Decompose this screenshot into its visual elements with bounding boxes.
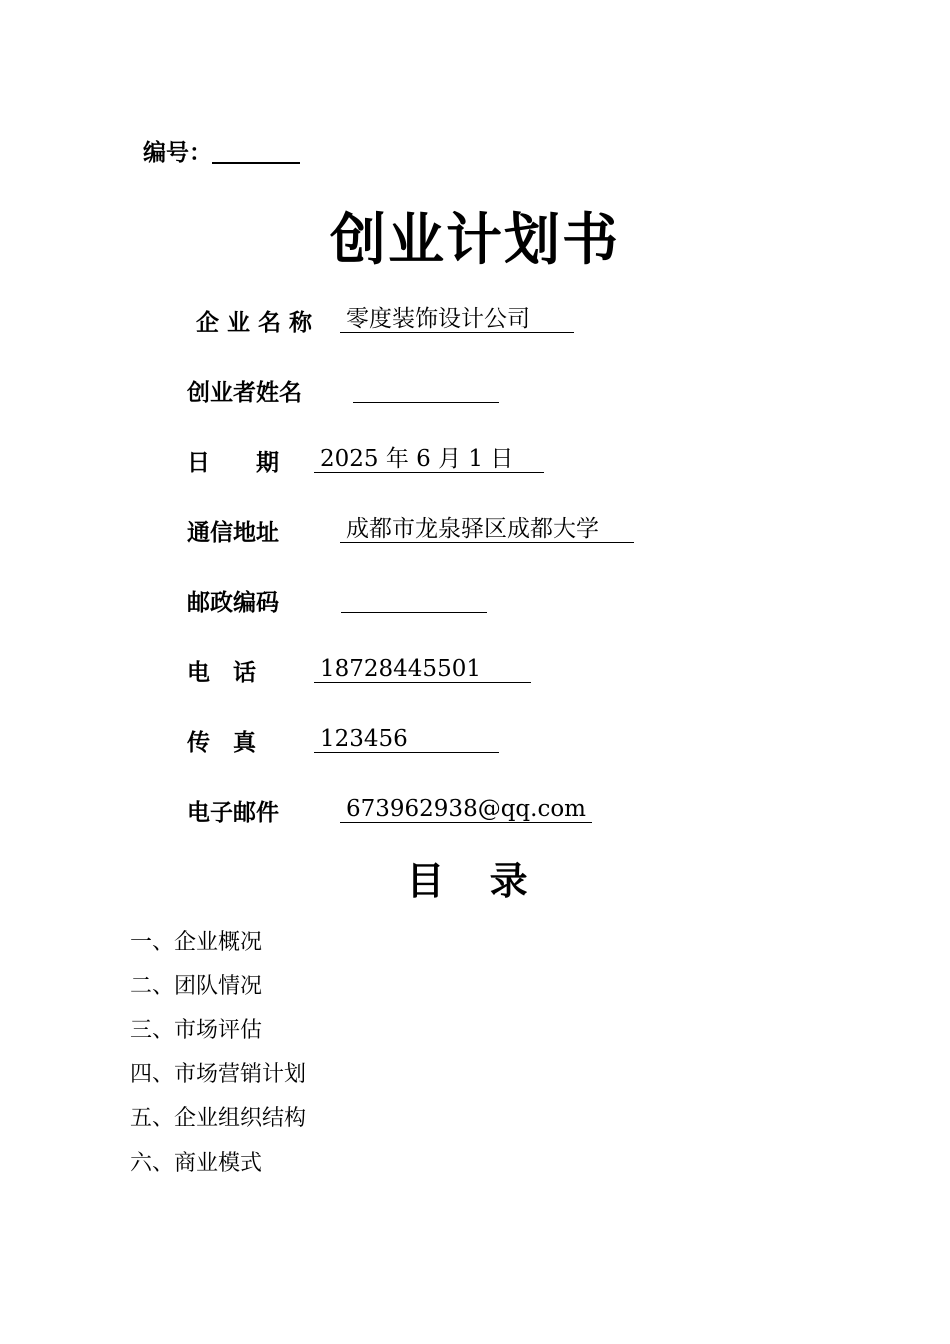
toc-item: 六、商业模式	[130, 1151, 263, 1176]
document-title: 创业计划书	[330, 208, 620, 273]
field-label: 邮政编码	[187, 590, 279, 616]
field-label: 通信地址	[187, 520, 279, 546]
toc-item: 二、团队情况	[130, 974, 263, 999]
field-value	[353, 376, 499, 403]
field-value: 18728445501	[314, 656, 531, 683]
field-label: 传 真	[187, 730, 256, 756]
field-value: 123456	[314, 726, 499, 753]
toc-item: 四、市场营销计划	[130, 1062, 307, 1087]
field-founder-name	[0, 374, 950, 414]
serial-label: 编号：	[143, 140, 212, 166]
field-email	[0, 794, 950, 834]
field-label: 企 业 名 称	[196, 310, 313, 336]
field-label: 电子邮件	[187, 800, 279, 826]
toc-item: 五、企业组织结构	[130, 1106, 307, 1131]
field-address	[0, 514, 950, 554]
field-label: 日 期	[187, 450, 279, 476]
field-label: 电 话	[187, 660, 256, 686]
field-value: 成都市龙泉驿区成都大学	[340, 516, 634, 543]
field-value: 2025 年 6 月 1 日	[314, 446, 544, 473]
toc-item: 三、市场评估	[130, 1018, 263, 1043]
toc-title: 目 录	[406, 859, 544, 903]
serial-number	[143, 134, 300, 167]
field-label: 创业者姓名	[187, 380, 302, 406]
field-value: 673962938@qq.com	[340, 796, 592, 823]
field-postal-code	[0, 584, 950, 624]
field-value: 零度装饰设计公司	[340, 306, 574, 333]
field-company-name	[0, 304, 950, 344]
field-value	[341, 586, 487, 613]
toc-item: 一、企业概况	[130, 930, 263, 955]
field-date	[0, 444, 950, 484]
field-phone	[0, 654, 950, 694]
field-fax	[0, 724, 950, 764]
serial-blank	[212, 140, 300, 164]
